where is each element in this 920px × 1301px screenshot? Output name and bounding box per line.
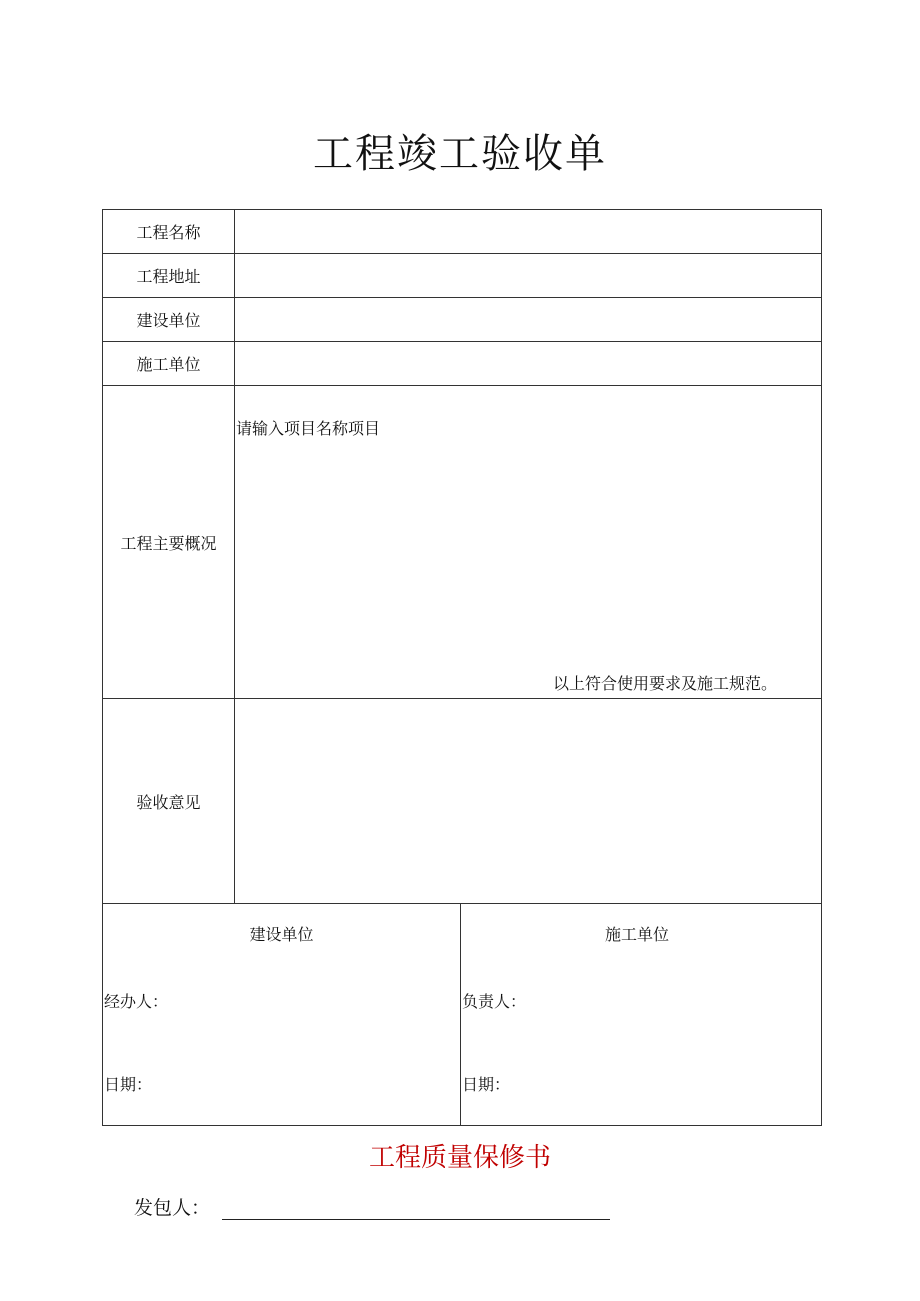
contractor-unit-label: 施工单位 [103, 342, 235, 386]
overview-placeholder-text: 请输入项目名称项目 [236, 419, 381, 438]
conformity-statement: 以上符合使用要求及施工规范。 [552, 674, 777, 693]
project-address-label: 工程地址 [103, 254, 235, 298]
builder-date-field[interactable]: 日期： [104, 1075, 153, 1094]
form-row-project-address [103, 254, 822, 298]
contractor-unit-field[interactable] [235, 342, 822, 386]
acceptance-form-table [102, 209, 822, 904]
contractor-date-field[interactable]: 日期： [462, 1075, 511, 1094]
overview-label: 工程主要概况 [103, 386, 235, 699]
handler-field[interactable]: 经办人： [104, 992, 169, 1011]
form-row-overview [103, 386, 822, 699]
acceptance-opinion-label: 验收意见 [103, 699, 235, 904]
issuer-input-line[interactable] [222, 1199, 610, 1220]
builder-unit-label: 建设单位 [103, 298, 235, 342]
overview-field[interactable] [235, 386, 822, 699]
form-row-project-name [103, 210, 822, 254]
responsible-person-field[interactable]: 负责人： [462, 992, 527, 1011]
acceptance-opinion-field[interactable] [235, 699, 822, 904]
form-row-acceptance-opinion [103, 699, 822, 904]
signature-table [102, 903, 822, 1126]
project-address-field[interactable] [235, 254, 822, 298]
form-row-builder [103, 298, 822, 342]
contractor-signature-heading: 施工单位 [604, 925, 669, 944]
issuer-label: 发包人： [134, 1197, 211, 1219]
form-row-contractor [103, 342, 822, 386]
issuer-row [134, 1193, 610, 1220]
builder-signature-cell [103, 904, 461, 1126]
warranty-title: 工程质量保修书 [368, 1143, 551, 1173]
project-name-label: 工程名称 [103, 210, 235, 254]
project-name-field[interactable] [235, 210, 822, 254]
contractor-signature-cell [461, 904, 822, 1126]
builder-unit-field[interactable] [235, 298, 822, 342]
document-title: 工程竣工验收单 [313, 131, 607, 177]
builder-signature-heading: 建设单位 [249, 925, 314, 944]
